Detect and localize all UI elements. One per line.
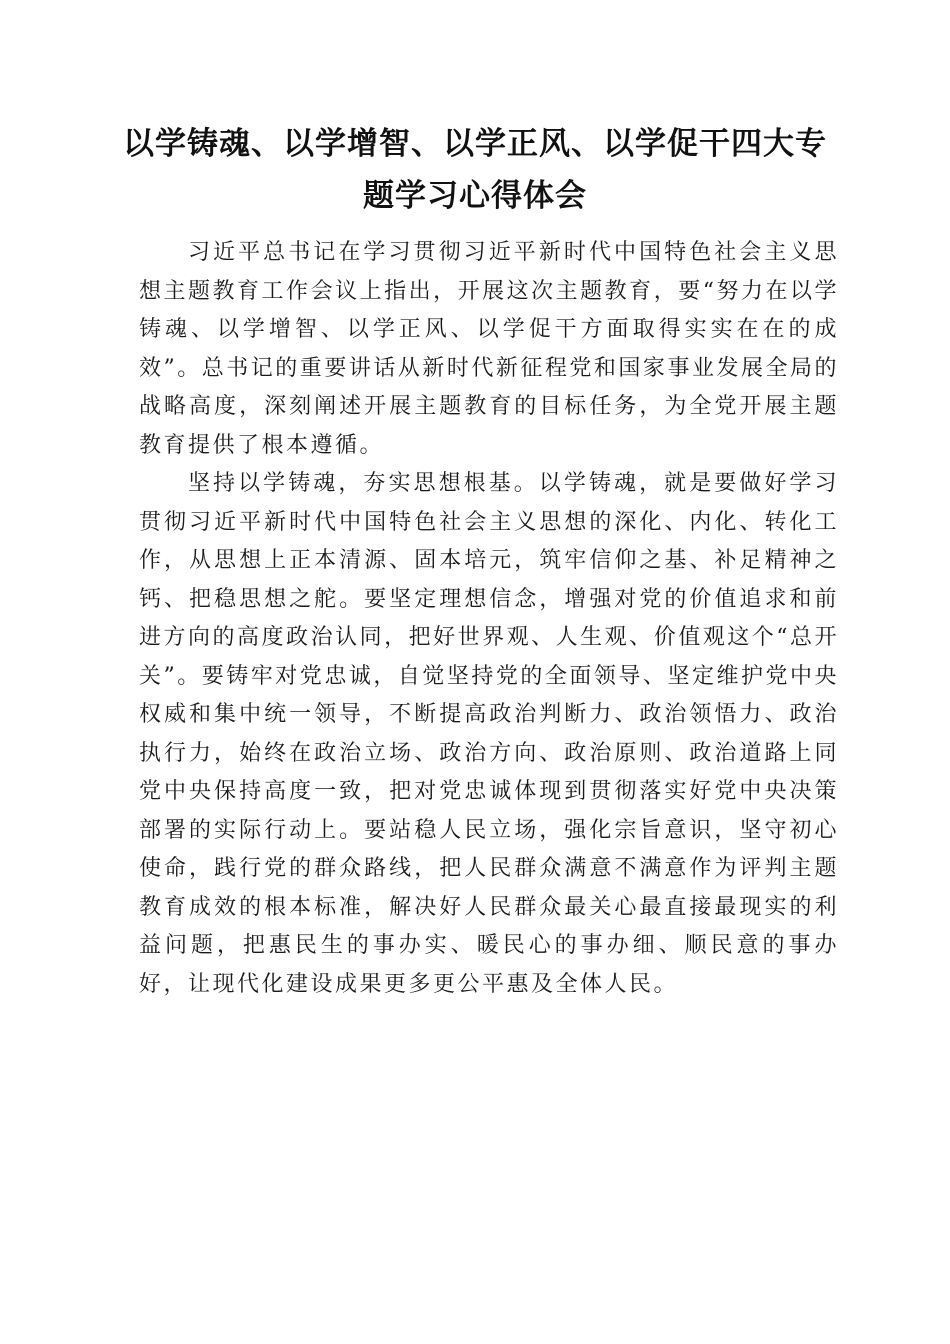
paragraph-soul-casting: 坚持以学铸魂，夯实思想根基。以学铸魂，就是要做好学习贯彻习近平新时代中国特色社会主义思想的深化、内化、转化工作，从思想上正本清源、固本培元，筑牢信仰之基、补足精神之钙、把稳思想之舵。要坚定理想信念，增强对党的价值追求和前进方向的高度政治认同，把好世界观、人生观、价值观这个“总开关”。要铸牢对党忠诚，自觉坚持党的全面领导、坚定维护党中央权威和集中统一领导，不断提高政治判断力、政治领悟力、政治执行力，始终在政治立场、政治方向、政治原则、政治道路上同党中央保持高度一致，把对党忠诚体现到贯彻落实好党中央决策部署的实际行动上。要站稳人民立场，强化宗旨意识，坚守初心使命，践行党的群众路线，把人民群众满意不满意作为评判主题教育成效的根本标准，解决好人民群众最关心最直接最现实的利益问题，把惠民生的事办实、暖民心的事办细、顺民意的事办好，让现代化建设成果更多更公平惠及全体人民。	[139, 471, 839, 997]
paragraph-intro: 习近平总书记在学习贯彻习近平新时代中国特色社会主义思想主题教育工作会议上指出，开展这次主题教育，要“努力在以学铸魂、以学增智、以学正风、以学促干方面取得实实在在的成效”。总书记的重要讲话从新时代新征程党和国家事业发展全局的战略高度，深刻阐述开展主题教育的目标任务，为全党开展主题教育提供了根本遵循。	[139, 240, 839, 458]
document-title: 以学铸魂、以学增智、以学正风、以学促干四大专题学习心得体会	[123, 126, 827, 214]
document-body	[139, 234, 839, 1004]
